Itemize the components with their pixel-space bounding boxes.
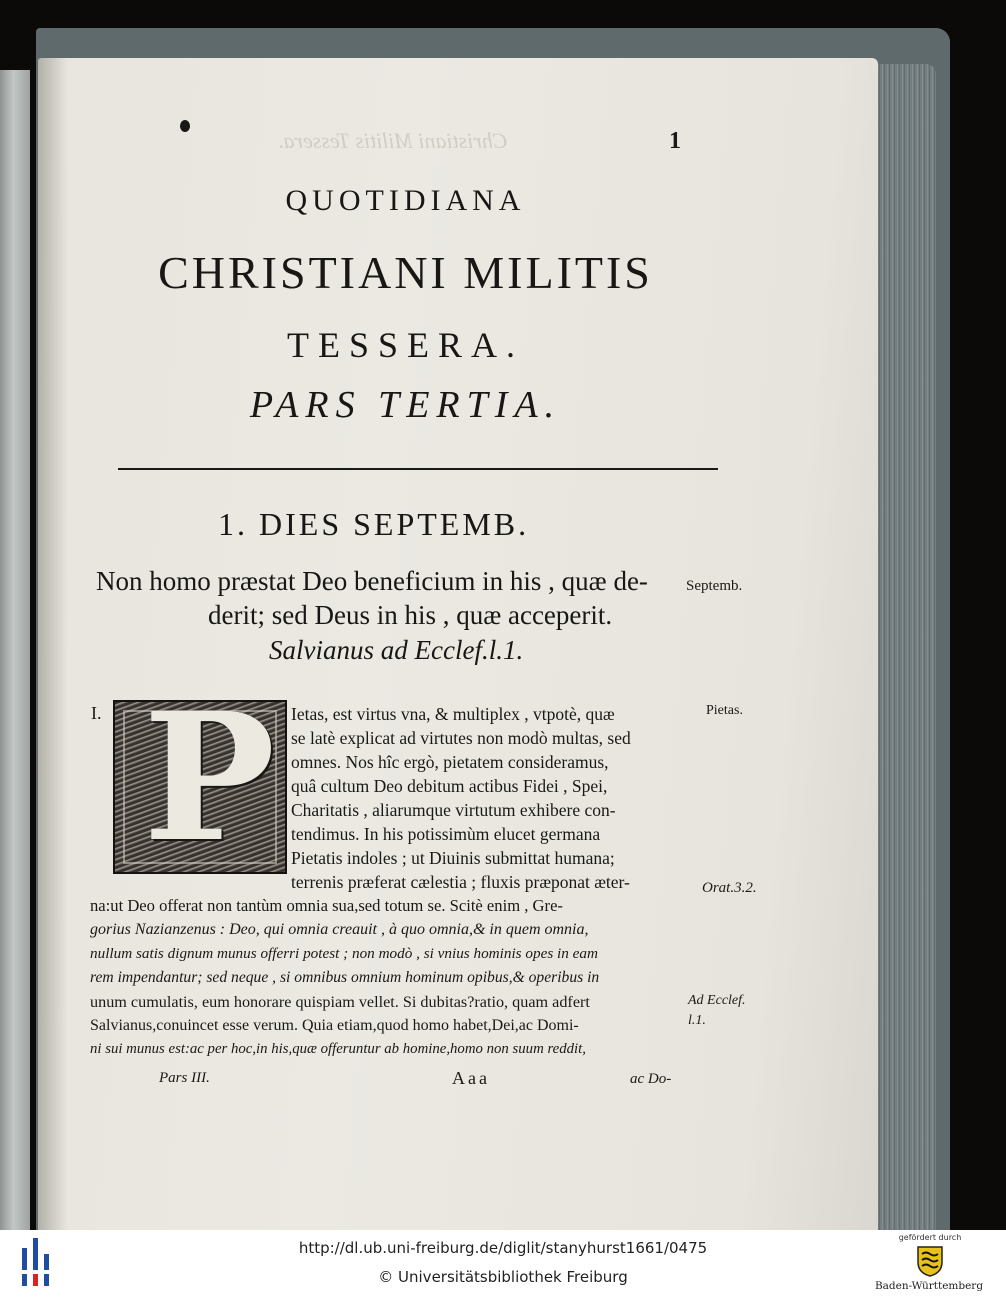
day-heading: 1. DIES SEPTEMB.	[218, 506, 530, 542]
state-coat-of-arms-icon	[914, 1244, 946, 1278]
title-line-1: QUOTIDIANA	[285, 184, 526, 217]
body-line: Charitatis , aliarumque virtutum exhibere con-	[291, 800, 616, 820]
body-line: nullum satis dignum munus offerri potest ; non modò , si vnius hominis opes in eam	[90, 945, 598, 962]
title-line-4: PARS TERTIA.	[249, 384, 562, 426]
funding-state-name: Baden-Württemberg	[874, 1280, 984, 1292]
motto-line-1: Non homo præstat Deo beneficium in his , quæ de-	[96, 566, 648, 596]
motto-line-2: derit; sed Deus in his , quæ acceperit.	[208, 600, 613, 630]
margin-note-ad-ecclef: Ad Ecclef.	[688, 993, 746, 1008]
ink-spot	[180, 120, 190, 132]
funding-label: gefördert durch	[898, 1233, 962, 1242]
page-stack-edge	[876, 64, 936, 1230]
body-line: Pietatis indoles ; ut Diuinis submittat humana;	[291, 848, 615, 868]
body-line: ni sui munus est:ac per hoc,in his,quæ offeruntur ab homine,homo non suum reddit,	[90, 1041, 586, 1057]
section-rule	[118, 468, 718, 470]
body-line: unum cumulatis, eum honorare quispiam vellet. Si dubitas?ratio, quam adfert	[90, 993, 590, 1011]
body-line: gorius Nazianzenus : Deo, qui omnia creauit , à quo omnia,& in quem omnia,	[90, 921, 589, 938]
catchword: ac Do-	[630, 1071, 672, 1087]
body-line: rem impendantur; sed neque , si omnibus omnium hominum opibus,& operibus in	[90, 969, 600, 986]
body-line: na:ut Deo offerat non tantùm omnia sua,sed totum se. Scitè enim , Gre-	[90, 896, 563, 915]
signature-mark: Aaa	[452, 1068, 490, 1088]
previous-page-edge	[0, 70, 30, 1230]
section-number: I.	[91, 703, 102, 723]
footer-part-label: Pars III.	[159, 1070, 210, 1086]
library-footer-bar	[0, 1230, 1006, 1297]
body-line: quâ cultum Deo debitum actibus Fidei , Spei,	[291, 776, 608, 796]
margin-note-ad-ecclef-book: l.1.	[688, 1013, 706, 1028]
page-number: 1	[669, 128, 681, 154]
permalink-url[interactable]: http://dl.ub.uni-freiburg.de/diglit/stanyhurst1661/0475	[298, 1239, 708, 1257]
show-through-text: Christiani Militis Tessera.	[278, 128, 508, 153]
body-line: tendimus. In his potissimùm elucet germana	[291, 824, 601, 844]
body-line: se latè explicat ad virtutes non modò multas, sed	[291, 728, 631, 748]
book-page	[38, 58, 878, 1230]
body-line: omnes. Nos hîc ergò, pietatem consideramus,	[291, 752, 609, 772]
copyright-notice: © Universitätsbibliothek Freiburg	[378, 1268, 628, 1286]
gutter-shadow	[38, 58, 68, 1230]
margin-note-septemb: Septemb.	[686, 578, 743, 594]
body-line: Salvianus,conuincet esse verum. Quia etiam,quod homo habet,Dei,ac Domi-	[90, 1017, 579, 1034]
title-line-2: CHRISTIANI MILITIS	[158, 247, 653, 298]
margin-note-orat: Orat.3.2.	[702, 880, 757, 896]
body-line: Ietas, est virtus vna, & multiplex , vtpotè, quæ	[291, 704, 615, 724]
margin-note-pietas: Pietas.	[706, 703, 743, 718]
body-line: terrenis præferat cælestia ; fluxis præponat æter-	[291, 872, 630, 892]
initial-letter: P	[143, 700, 276, 874]
decorated-initial	[113, 700, 287, 874]
title-line-3: TESSERA.	[286, 325, 525, 365]
motto-source: Salvianus ad Ecclef.l.1.	[269, 635, 524, 665]
